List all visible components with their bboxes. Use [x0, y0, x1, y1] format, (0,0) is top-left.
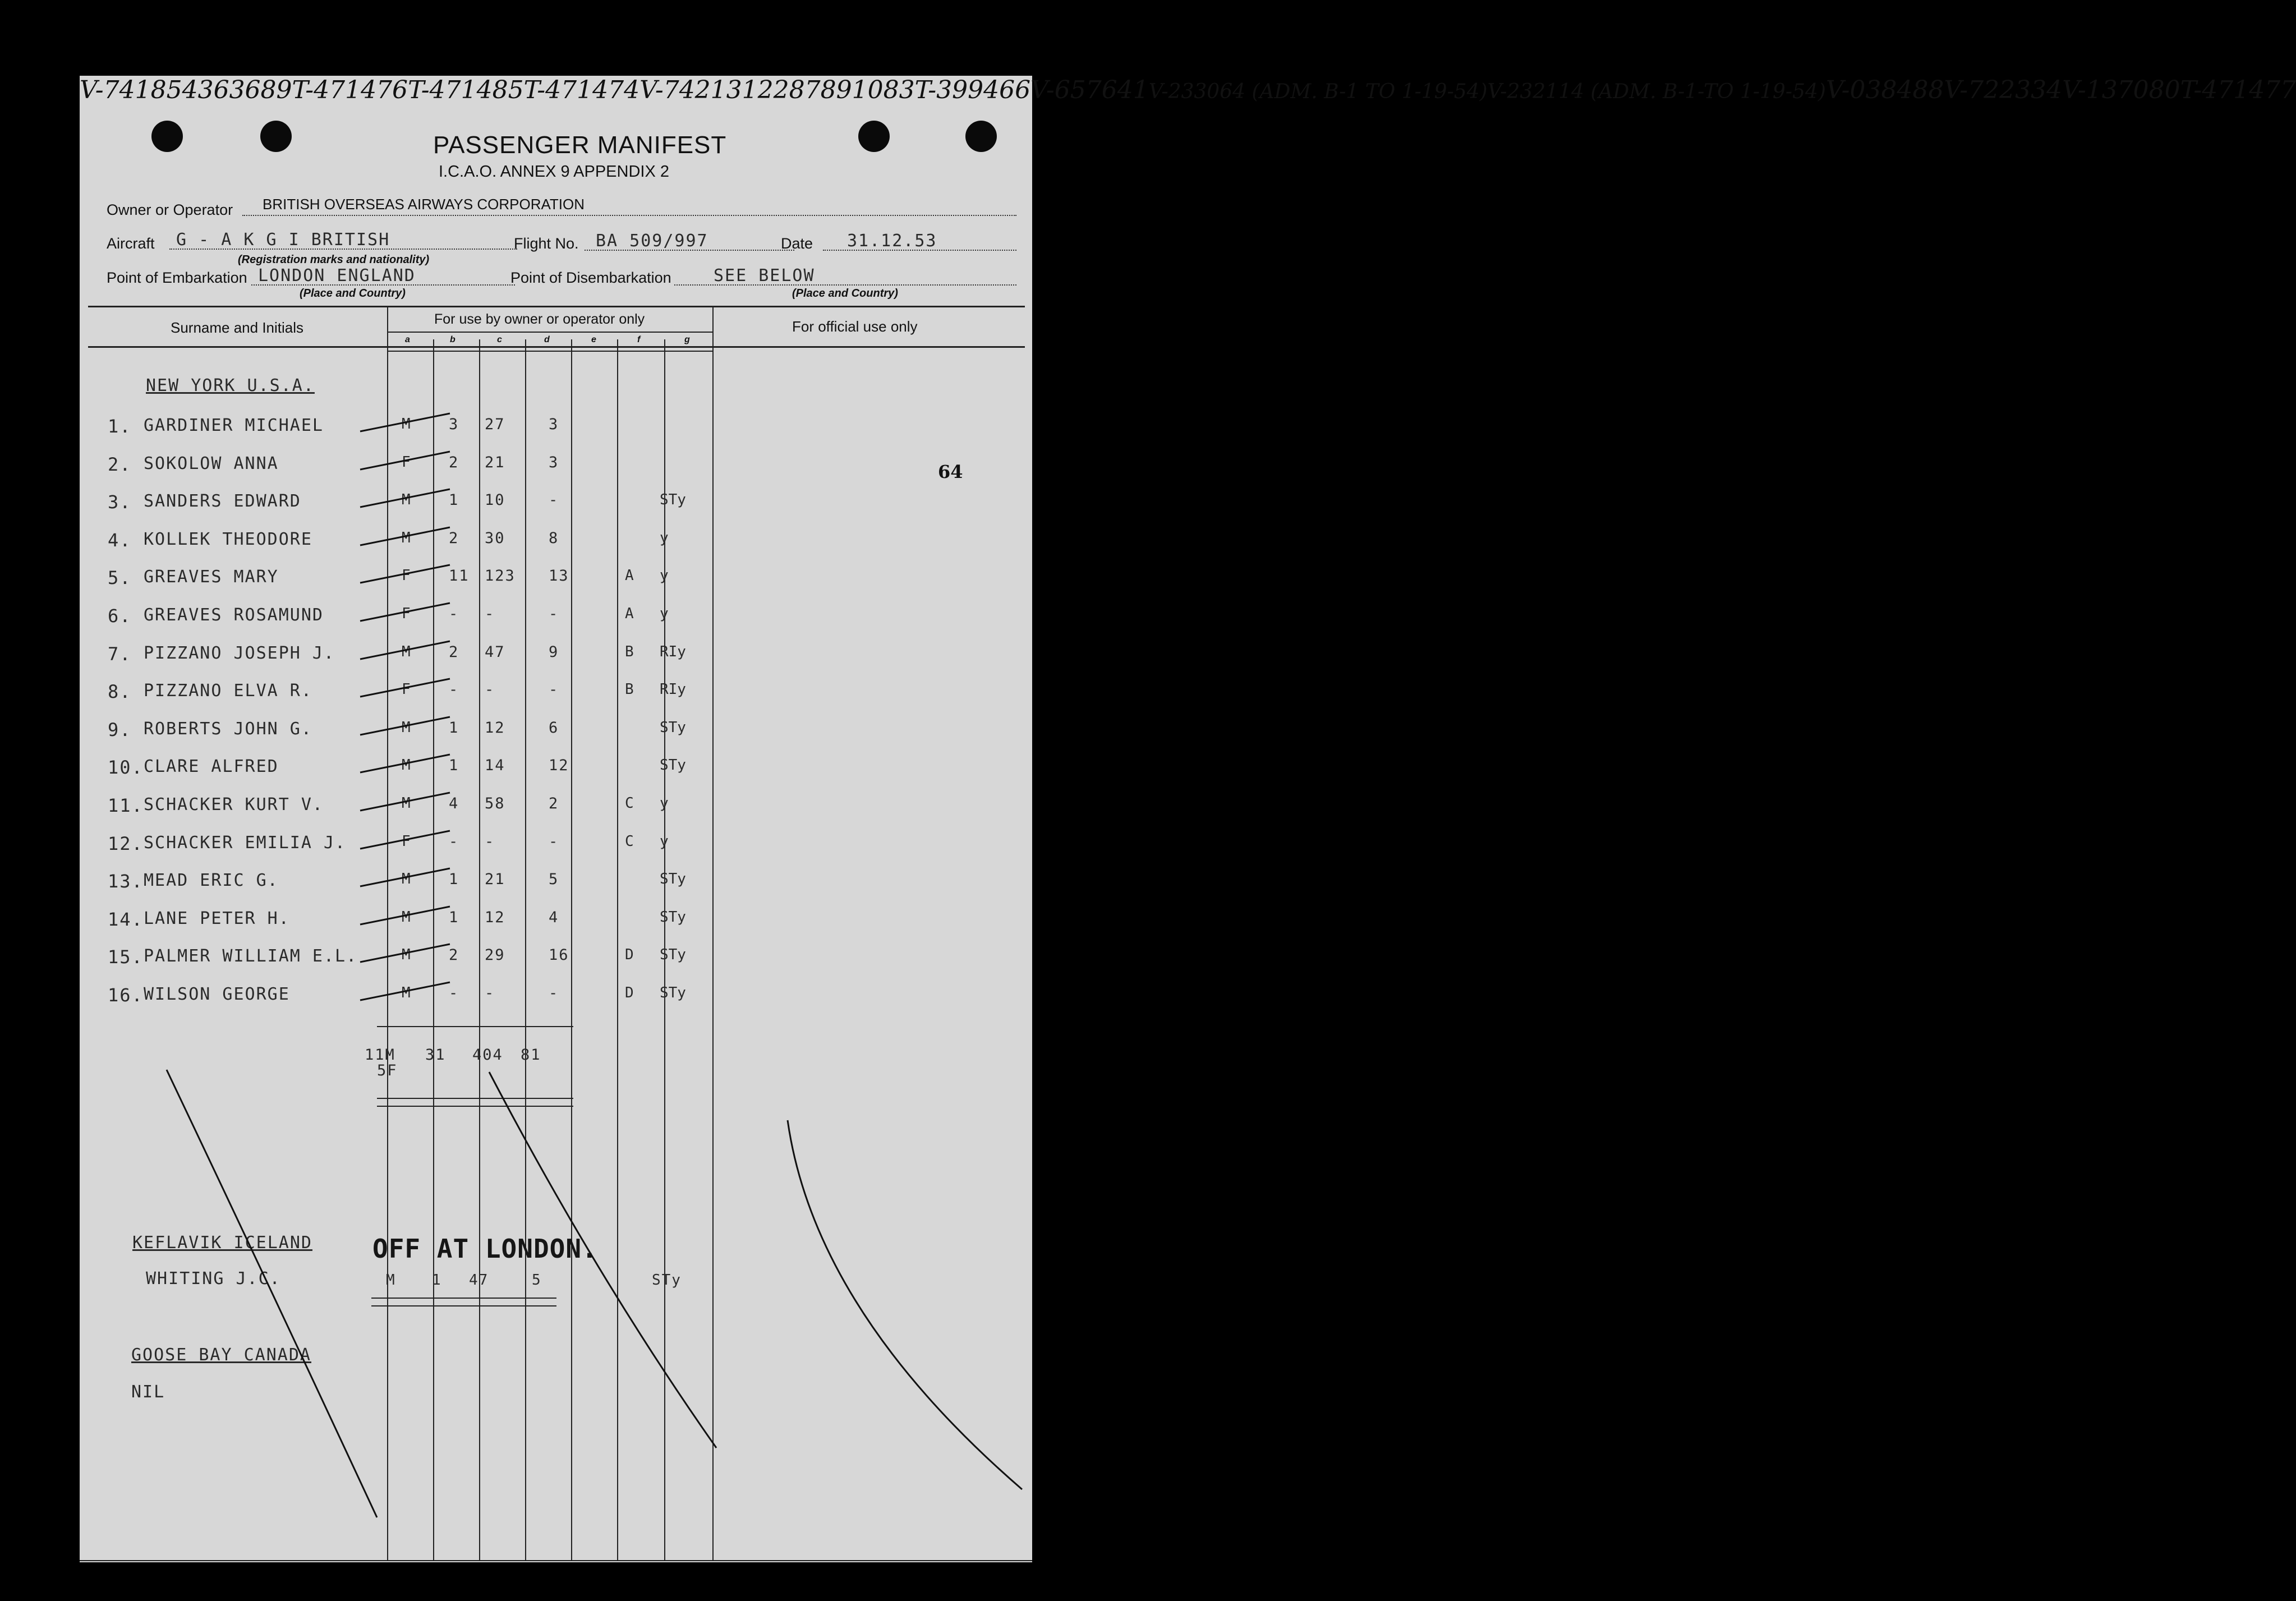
passenger-col-c: 12: [485, 909, 505, 926]
passenger-sex: M: [402, 795, 412, 812]
passenger-official-number: T-399466: [914, 76, 1031, 104]
passenger-col-c: 47: [485, 643, 505, 661]
passenger-name: CLARE ALFRED: [144, 757, 279, 776]
passenger-col-d: -: [549, 491, 559, 509]
passenger-col-d: 8: [549, 530, 559, 547]
col-official-header: For official use only: [792, 318, 918, 335]
passenger-number: 10.: [108, 757, 144, 778]
flight-label: Flight No.: [514, 235, 579, 252]
passenger-col-f: B: [625, 643, 635, 660]
passenger-name: LANE PETER H.: [144, 909, 290, 928]
passenger-name: PIZZANO JOSEPH J.: [144, 643, 335, 663]
passenger-col-d: -: [549, 605, 559, 623]
ink-tick: [360, 641, 450, 659]
disembarkation-label: Point of Disembarkation: [510, 269, 671, 286]
subcol-b: b: [450, 335, 455, 344]
passenger-sex: M: [402, 984, 412, 1001]
total-a-female: 5F: [377, 1062, 398, 1079]
ink-tick: [360, 793, 450, 811]
passenger-sex: F: [402, 567, 412, 584]
passenger-sex: F: [402, 833, 412, 850]
stamp-off-at-london: OFF AT LONDON.: [372, 1234, 598, 1264]
subcol-d: d: [544, 335, 550, 344]
passenger-official-number: V-232114 (ADM. B-1-TO 1-19-54): [1487, 80, 1826, 103]
subcol-c: c: [497, 335, 502, 344]
passenger-col-b: -: [449, 984, 459, 1002]
passenger-col-g: y: [660, 567, 669, 584]
aircraft-value: G - A K G I BRITISH: [176, 230, 390, 250]
passenger-official-number: V-741854: [80, 76, 198, 104]
flight-value: BA 509/997: [596, 231, 708, 251]
passenger-col-f: C: [625, 795, 635, 812]
passenger-col-f: B: [625, 681, 635, 698]
manifest-sheet: [80, 76, 2296, 1562]
passenger-col-d: 5: [549, 871, 559, 888]
aircraft-sub: (Registration marks and nationality): [238, 254, 430, 266]
passenger-col-d: 16: [549, 946, 569, 964]
passenger-col-d: 3: [549, 416, 559, 433]
passenger-col-g: STy: [660, 719, 686, 736]
goose-bay-value: NIL: [131, 1382, 165, 1402]
passenger-sex: M: [402, 719, 412, 736]
passenger-number: 14.: [108, 909, 144, 930]
keflavik-d: 5: [532, 1272, 542, 1289]
ink-strike-line: [167, 1070, 377, 1517]
passenger-col-c: -: [485, 605, 495, 623]
passenger-number: 2.: [108, 454, 132, 475]
passenger-name: KOLLEK THEODORE: [144, 530, 312, 549]
passenger-col-c: 29: [485, 946, 505, 964]
passenger-sex: F: [402, 681, 412, 698]
passenger-number: 8.: [108, 681, 132, 702]
passenger-col-g: STy: [660, 984, 686, 1001]
passenger-col-c: 123: [485, 567, 516, 585]
passenger-col-g: RIy: [660, 643, 686, 660]
passenger-col-c: -: [485, 833, 495, 850]
passenger-col-c: 58: [485, 795, 505, 812]
ink-tick: [360, 755, 450, 772]
passenger-official-number: T-471474: [523, 76, 640, 104]
passenger-col-c: 21: [485, 871, 505, 888]
passenger-col-b: 1: [449, 757, 459, 774]
passenger-official-number: V-657641: [1030, 76, 1149, 104]
ink-tick: [360, 603, 450, 621]
passenger-official-number: 1083: [852, 76, 915, 104]
passenger-sex: M: [402, 757, 412, 774]
passenger-col-g: STy: [660, 909, 686, 926]
date-label: Date: [781, 235, 813, 252]
passenger-sex: M: [402, 871, 412, 887]
passenger-number: 4.: [108, 530, 132, 551]
section-keflavik: KEFLAVIK ICELAND: [132, 1233, 312, 1253]
passenger-col-g: y: [660, 833, 669, 850]
passenger-name: WILSON GEORGE: [144, 984, 290, 1004]
passenger-col-b: 3: [449, 416, 459, 433]
col-owner-header: For use by owner or operator only: [434, 311, 645, 327]
passenger-col-g: y: [660, 795, 669, 812]
passenger-col-d: 12: [549, 757, 569, 774]
ink-strike-line: [489, 1072, 716, 1448]
total-d: 81: [521, 1046, 541, 1064]
passenger-col-g: STy: [660, 946, 686, 963]
subcol-a: a: [405, 335, 410, 344]
passenger-col-b: 1: [449, 909, 459, 926]
passenger-col-d: -: [549, 833, 559, 850]
keflavik-c: 47: [469, 1272, 489, 1289]
passenger-col-b: 2: [449, 643, 459, 661]
passenger-col-g: y: [660, 605, 669, 622]
passenger-col-c: 12: [485, 719, 505, 737]
section-goose-bay: GOOSE BAY CANADA: [131, 1345, 311, 1365]
passenger-col-d: 6: [549, 719, 559, 737]
passenger-sex: M: [402, 643, 412, 660]
passenger-col-d: -: [549, 681, 559, 698]
passenger-col-f: D: [625, 984, 635, 1001]
page-title: PASSENGER MANIFEST: [433, 131, 727, 159]
section-new-york: NEW YORK U.S.A.: [146, 376, 315, 395]
passenger-number: 1.: [108, 416, 132, 437]
passenger-number: 16.: [108, 984, 144, 1006]
passenger-col-c: 27: [485, 416, 505, 433]
passenger-name: GREAVES MARY: [144, 567, 279, 587]
passenger-col-c: 30: [485, 530, 505, 547]
disembarkation-sub: (Place and Country): [792, 287, 898, 300]
ink-tick: [360, 452, 450, 470]
ink-tick: [360, 868, 450, 886]
passenger-number: 5.: [108, 567, 132, 588]
passenger-official-number: T-471477: [2180, 76, 2296, 104]
passenger-col-f: A: [625, 567, 635, 584]
passenger-col-d: 4: [549, 909, 559, 926]
ink-tick: [360, 527, 450, 545]
passenger-col-b: 1: [449, 719, 459, 737]
keflavik-b: 1: [432, 1272, 442, 1289]
ink-tick: [360, 413, 450, 431]
ink-tick: [360, 907, 450, 924]
ink-tick: [360, 679, 450, 697]
ink-tick: [360, 831, 450, 849]
passenger-name: GREAVES ROSAMUND: [144, 605, 324, 625]
passenger-col-b: 11: [449, 567, 470, 585]
passenger-official-number: 228789: [757, 76, 852, 104]
subcol-g: g: [684, 335, 690, 344]
aircraft-label: Aircraft: [107, 235, 155, 252]
total-a-male: 11M: [365, 1046, 395, 1064]
passenger-col-b: 1: [449, 871, 459, 888]
ink-tick: [360, 944, 450, 962]
passenger-col-b: -: [449, 833, 459, 850]
embarkation-sub: (Place and Country): [300, 287, 406, 300]
passenger-col-d: 2: [549, 795, 559, 812]
subcol-f: f: [637, 335, 641, 344]
passenger-official-number: V-742131: [639, 76, 758, 104]
passenger-name: ROBERTS JOHN G.: [144, 719, 312, 739]
embarkation-value: LONDON ENGLAND: [258, 266, 416, 286]
col-surname-header: Surname and Initials: [171, 319, 304, 336]
passenger-official-number: V-233064 (ADM. B-1 TO 1-19-54): [1148, 80, 1488, 103]
passenger-col-b: 1: [449, 491, 459, 509]
keflavik-g: STy: [652, 1272, 682, 1289]
passenger-number: 6.: [108, 605, 132, 627]
passenger-name: SCHACKER KURT V.: [144, 795, 324, 815]
passenger-sex: M: [402, 491, 412, 508]
passenger-col-f: C: [625, 833, 635, 850]
passenger-col-d: 9: [549, 643, 559, 661]
passenger-sex: M: [402, 909, 412, 926]
passenger-official-number: T-471485: [408, 76, 524, 104]
passenger-col-c: 21: [485, 454, 505, 471]
ink-tick: [360, 565, 450, 583]
passenger-name: SOKOLOW ANNA: [144, 454, 279, 473]
passenger-number: 3.: [108, 491, 132, 513]
subcol-e: e: [591, 335, 596, 344]
date-value: 31.12.53: [847, 231, 937, 251]
passenger-number: 13.: [108, 871, 144, 892]
owner-value: BRITISH OVERSEAS AIRWAYS CORPORATION: [263, 196, 585, 213]
passenger-col-g: y: [660, 530, 669, 546]
passenger-official-number: 363689: [197, 76, 292, 104]
total-b: 31: [425, 1046, 446, 1064]
passenger-col-d: 13: [549, 567, 569, 585]
passenger-official-number: V-038488: [1825, 76, 1944, 104]
passenger-col-d: -: [549, 984, 559, 1002]
passenger-name: MEAD ERIC G.: [144, 871, 279, 890]
passenger-col-g: STy: [660, 757, 686, 774]
passenger-number: 12.: [108, 833, 144, 854]
passenger-official-number: T-471476: [292, 76, 408, 104]
passenger-number: 7.: [108, 643, 132, 665]
ink-tick: [360, 982, 450, 1000]
passenger-col-g: STy: [660, 491, 686, 508]
passenger-col-f: A: [625, 605, 635, 622]
passenger-sex: F: [402, 605, 412, 622]
passenger-col-g: STy: [660, 871, 686, 887]
passenger-number: 11.: [108, 795, 144, 816]
passenger-col-b: -: [449, 605, 459, 623]
keflavik-a: M: [386, 1272, 396, 1289]
owner-label: Owner or Operator: [107, 201, 233, 218]
passenger-name: PALMER WILLIAM E.L.: [144, 946, 358, 966]
passenger-col-c: -: [485, 681, 495, 698]
passenger-col-f: D: [625, 946, 635, 963]
passenger-sex: F: [402, 454, 412, 471]
passenger-number: 15.: [108, 946, 144, 968]
passenger-name: SANDERS EDWARD: [144, 491, 301, 511]
passenger-col-b: 2: [449, 454, 459, 471]
total-c: 404: [472, 1046, 503, 1064]
passenger-col-b: 2: [449, 530, 459, 547]
ink-tick: [360, 717, 450, 735]
passenger-sex: M: [402, 530, 412, 546]
passenger-official-number: V-137080: [2062, 76, 2180, 104]
embarkation-label: Point of Embarkation: [107, 269, 247, 286]
passenger-sex: M: [402, 416, 412, 433]
passenger-col-b: -: [449, 681, 459, 698]
passenger-sex: M: [402, 946, 412, 963]
disembarkation-value: SEE BELOW: [714, 266, 815, 286]
passenger-col-g: RIy: [660, 681, 686, 698]
passenger-col-b: 2: [449, 946, 459, 964]
page-mark: 64: [938, 461, 963, 482]
passenger-name: SCHACKER EMILIA J.: [144, 833, 347, 853]
passenger-col-c: -: [485, 984, 495, 1002]
passenger-name: PIZZANO ELVA R.: [144, 681, 312, 701]
passenger-col-c: 14: [485, 757, 505, 774]
passenger-name: GARDINER MICHAEL: [144, 416, 324, 435]
passenger-col-c: 10: [485, 491, 505, 509]
page-subtitle: I.C.A.O. ANNEX 9 APPENDIX 2: [439, 163, 669, 181]
passenger-official-number: V-722334: [1944, 76, 2063, 104]
keflavik-passenger-name: WHITING J.C.: [146, 1269, 281, 1289]
ink-strike-line: [788, 1120, 1022, 1489]
ink-marks: [80, 76, 1032, 1562]
passenger-col-b: 4: [449, 795, 459, 812]
passenger-number: 9.: [108, 719, 132, 740]
ink-tick: [360, 489, 450, 507]
passenger-col-d: 3: [549, 454, 559, 471]
